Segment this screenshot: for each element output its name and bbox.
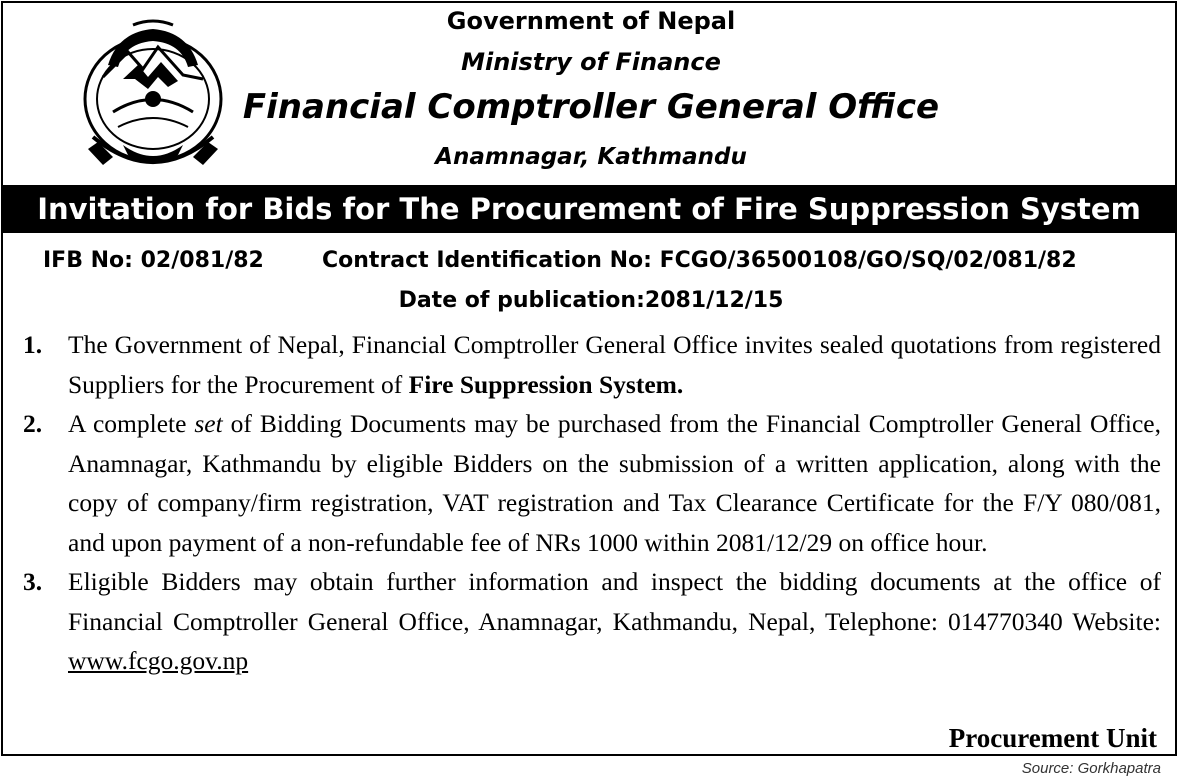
item-emphasis: Fire Suppression System. xyxy=(408,369,684,399)
notice-title: Invitation for Bids for The Procurement of Fire Suppression System xyxy=(3,185,1175,233)
list-item xyxy=(3,325,1179,404)
source-credit: Source: Gorkhapatra xyxy=(1021,760,1161,777)
item-emphasis: set xyxy=(194,409,223,438)
office-address: Anamnagar, Kathmandu xyxy=(435,144,747,170)
office-heading: Financial Comptroller General Office xyxy=(242,87,940,127)
publication-date: Date of publication:2081/12/15 xyxy=(398,288,784,313)
item-number: 2. xyxy=(23,409,43,438)
ifb-number: IFB No: 02/081/82 xyxy=(43,248,264,273)
notice-frame xyxy=(1,1,1177,756)
item-number: 3. xyxy=(23,567,43,596)
signature: Procurement Unit xyxy=(948,723,1157,753)
notice-items xyxy=(3,325,1179,681)
list-item xyxy=(3,562,1179,681)
item-text: The Government of Nepal, Financial Comptroller General Office invites sealed quotations from registered Suppliers for the Procurement of xyxy=(68,330,1161,399)
contract-identification: Contract Identification No: FCGO/36500108/GO/SQ/02/081/82 xyxy=(322,248,1077,273)
item-text: of Bidding Documents may be purchased from the Financial Comptroller General Office, Anamnagar, Kathmandu by eligible Bidders on the submission of a written application, along with the copy of company/firm registration, VAT registration and Tax Clearance Certificate for the F/Y 080/081, and upon payment of a non-refundable fee of NRs 1000 within 2081/12/29 on office hour. xyxy=(68,409,1161,557)
item-number: 1. xyxy=(23,330,43,359)
item-text: Eligible Bidders may obtain further information and inspect the bidding documents at the office of Financial Comptroller General Office, Anamnagar, Kathmandu, Nepal, Telephone: 014770340 Website: xyxy=(68,567,1161,636)
website-link[interactable]: www.fcgo.gov.np xyxy=(68,646,249,675)
ministry-heading: Ministry of Finance xyxy=(461,48,721,76)
government-heading: Government of Nepal xyxy=(446,7,736,35)
item-text: A complete xyxy=(68,409,195,438)
list-item xyxy=(3,404,1179,562)
